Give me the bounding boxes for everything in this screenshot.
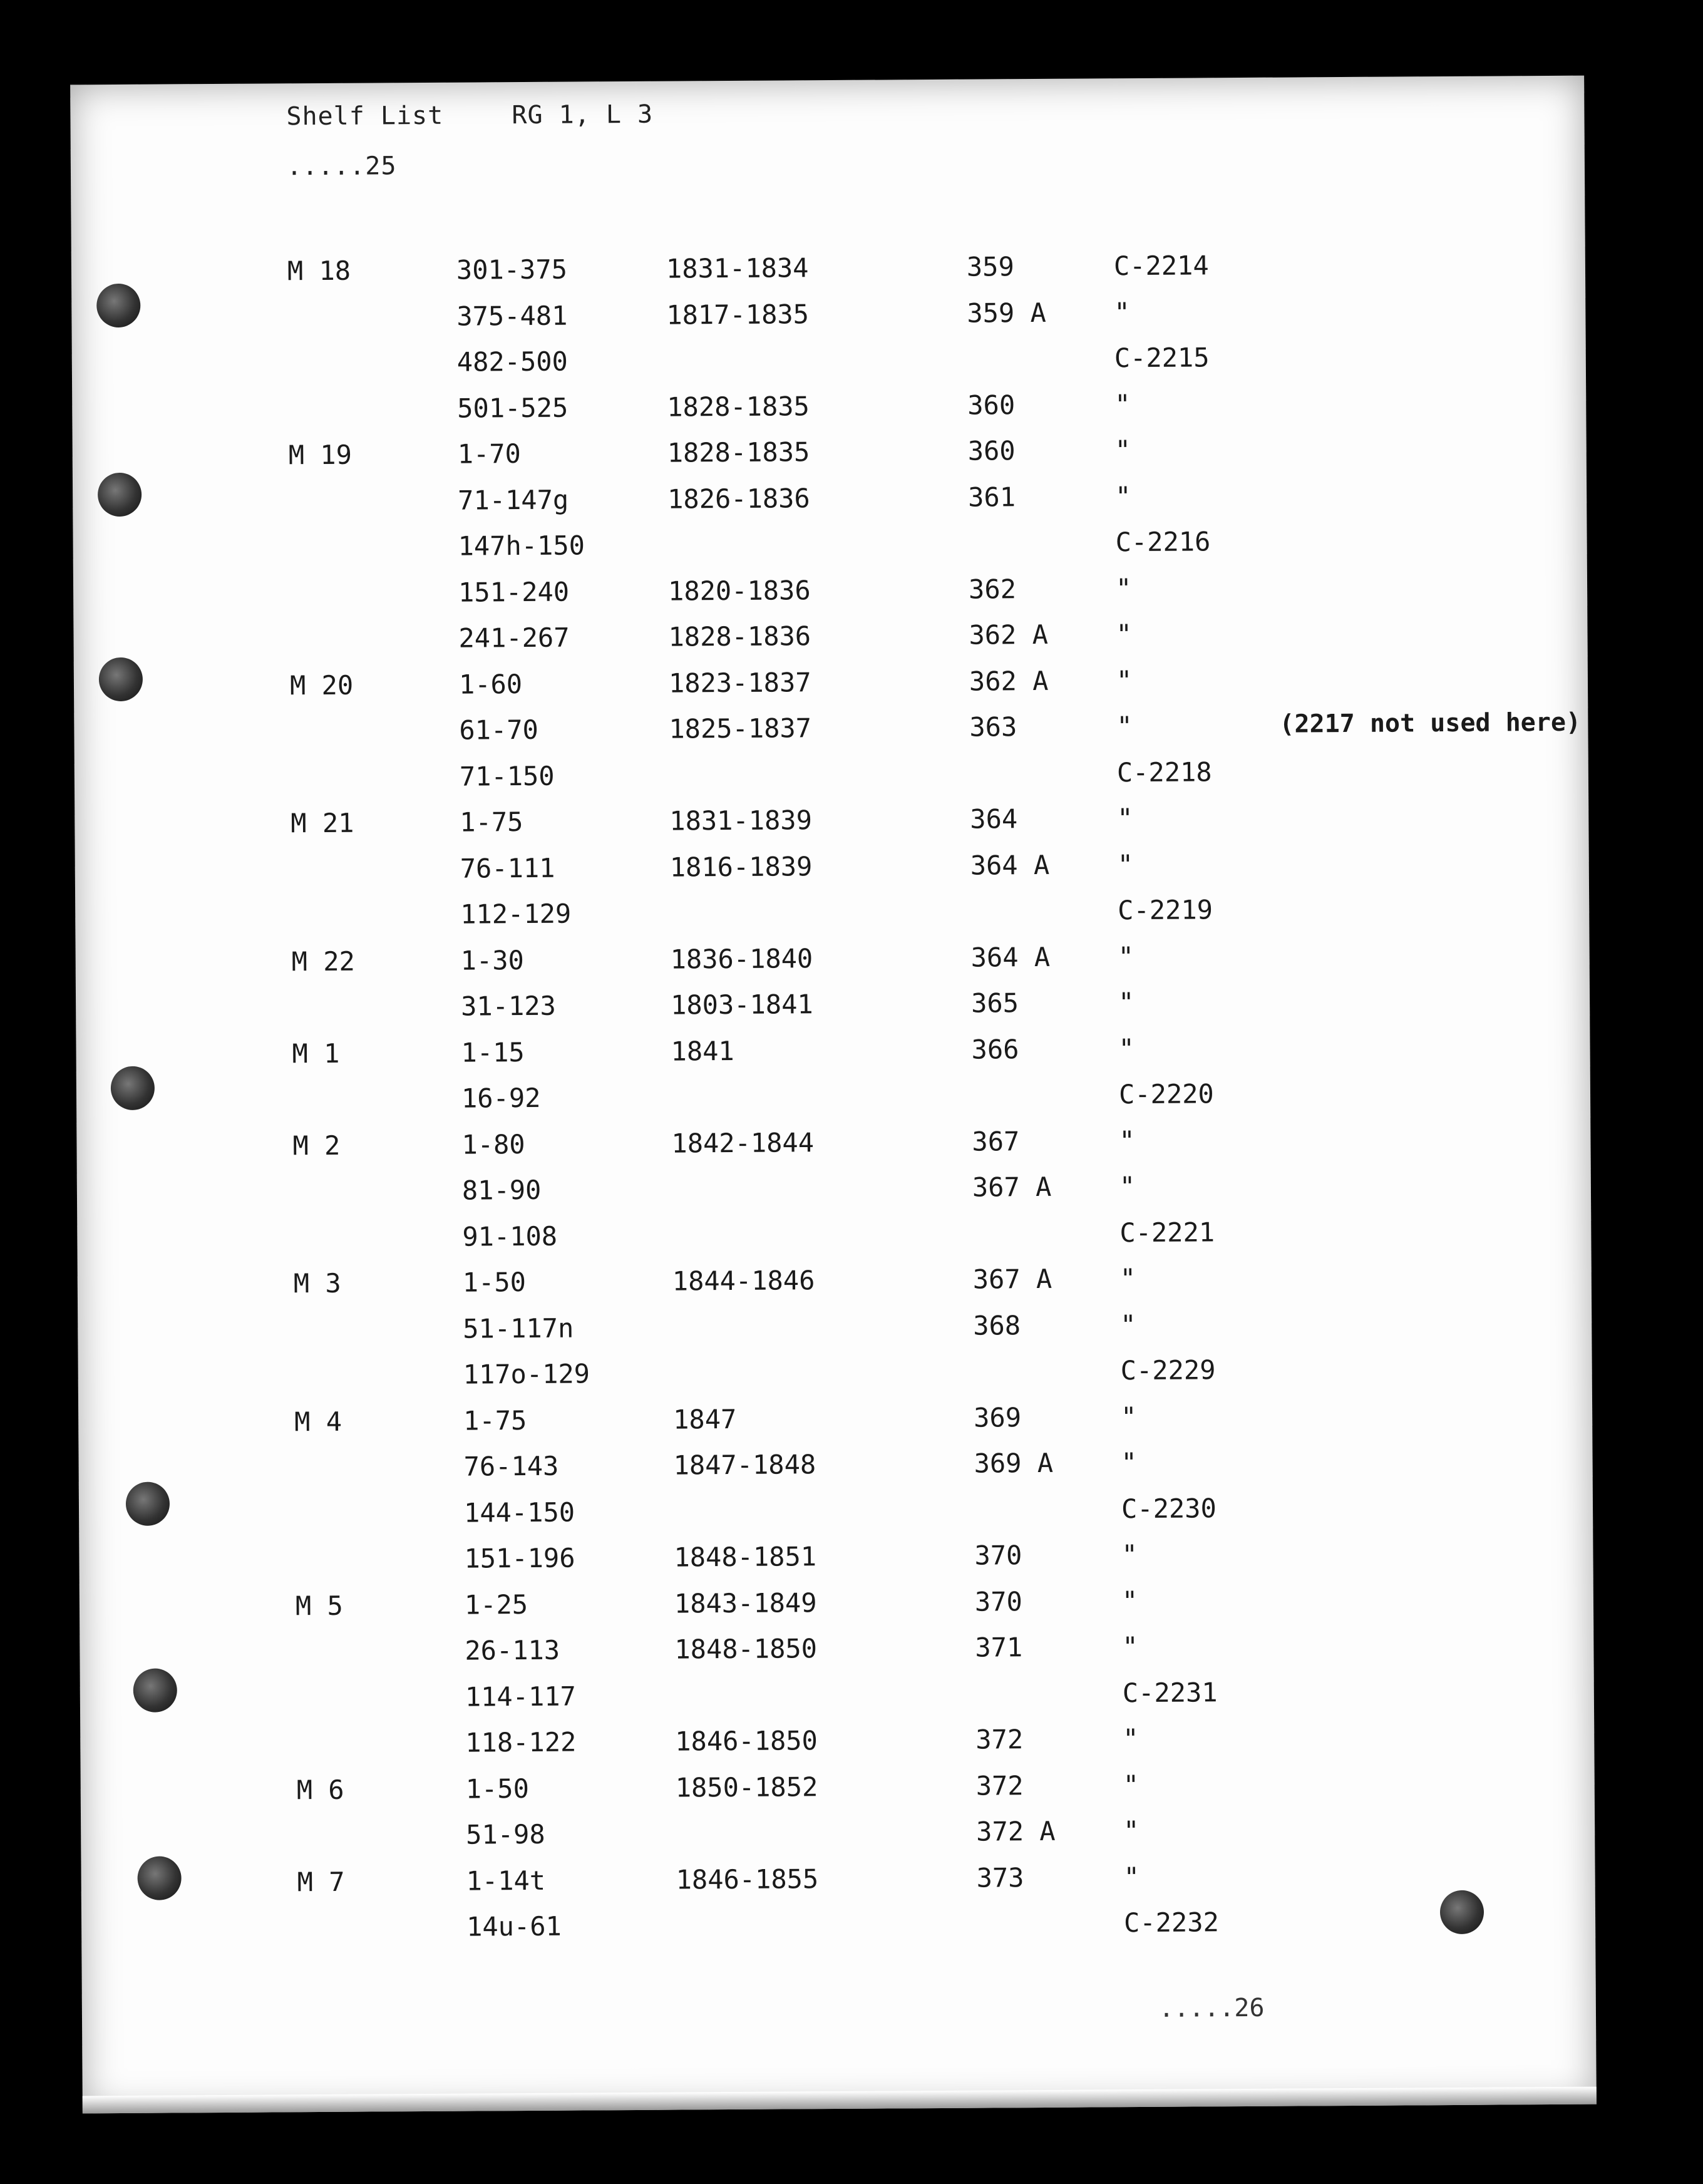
table-row: [72, 386, 1586, 433]
catalog-code: ": [1117, 848, 1134, 880]
catalog-code: ": [1118, 940, 1134, 972]
date-range: 1843-1849: [674, 1587, 817, 1619]
catalog-code: ": [1122, 1631, 1138, 1662]
item-range: 76-143: [463, 1450, 559, 1482]
item-range: 117o-129: [463, 1358, 590, 1390]
item-range: 71-147g: [458, 484, 569, 516]
item-range: 51-117n: [463, 1312, 574, 1344]
catalog-code: ": [1117, 803, 1133, 834]
table-row: [73, 478, 1587, 525]
shelf-list-title: Shelf List: [286, 101, 444, 131]
catalog-code: C-2231: [1122, 1676, 1218, 1708]
microfilm-number: M 5: [295, 1590, 343, 1621]
catalog-code: ": [1119, 1263, 1136, 1294]
microfilm-number: M 6: [296, 1774, 344, 1805]
table-row: [78, 1445, 1592, 1491]
catalog-code: ": [1115, 480, 1131, 512]
item-range: 1-75: [460, 806, 523, 838]
item-range: 1-70: [457, 438, 522, 470]
catalog-code: ": [1118, 1033, 1135, 1064]
box-number: 368: [973, 1309, 1021, 1341]
date-range: 1848-1851: [674, 1541, 817, 1573]
date-range: 1816-1839: [669, 850, 813, 883]
catalog-code: ": [1114, 435, 1131, 466]
microfilm-number: M 22: [291, 945, 355, 977]
table-row: [74, 708, 1588, 755]
catalog-code: ": [1119, 1171, 1136, 1202]
item-range: 16-92: [461, 1082, 541, 1114]
item-range: 1-50: [465, 1773, 530, 1805]
box-number: 369 A: [974, 1447, 1054, 1479]
item-range: 61-70: [459, 714, 539, 746]
table-row: [77, 1214, 1591, 1261]
table-row: [73, 616, 1587, 663]
item-range: 118-122: [465, 1726, 577, 1758]
date-range: 1825-1837: [669, 713, 812, 744]
item-range: 76-111: [460, 852, 555, 884]
date-range: 1817-1835: [666, 298, 810, 331]
box-number: 366: [971, 1033, 1019, 1065]
box-number: 365: [970, 987, 1019, 1019]
box-number: 369: [974, 1401, 1022, 1433]
item-range: 501-525: [457, 392, 569, 424]
box-number: 362: [968, 573, 1017, 605]
box-number: 362 A: [969, 665, 1049, 697]
item-range: 91-108: [462, 1220, 558, 1252]
item-range: 1-80: [461, 1128, 525, 1160]
table-row: [78, 1306, 1592, 1353]
catalog-code: ": [1121, 1447, 1138, 1478]
item-range: 301-375: [456, 254, 568, 286]
date-range: 1847-1848: [673, 1449, 816, 1481]
item-range: 375-481: [456, 300, 568, 332]
item-range: 1-14t: [466, 1865, 546, 1897]
date-range: 1828-1835: [667, 390, 810, 423]
table-row: [80, 1721, 1594, 1768]
table-row: [80, 1674, 1594, 1721]
catalog-code: ": [1120, 1309, 1136, 1340]
item-range: 151-196: [464, 1542, 575, 1574]
date-range: 1848-1850: [674, 1633, 818, 1665]
item-range: 151-240: [458, 576, 570, 608]
box-number: 359: [966, 251, 1014, 282]
microfilm-number: M 3: [293, 1267, 341, 1299]
table-row: [75, 846, 1589, 893]
catalog-code: C-2215: [1114, 342, 1210, 374]
box-number: 364: [970, 803, 1018, 835]
microfilm-number: M 20: [289, 669, 354, 701]
item-range: 241-267: [458, 622, 570, 654]
microfilm-number: M 7: [297, 1866, 345, 1897]
record-group-reference: RG 1, L 3: [512, 100, 654, 130]
table-row: [80, 1582, 1593, 1629]
table-row: [71, 294, 1585, 341]
box-number: 364 A: [970, 849, 1050, 881]
date-range: 1847: [673, 1403, 737, 1435]
table-row: [81, 1813, 1595, 1860]
item-range: 112-129: [460, 898, 572, 930]
microfilm-number: M 4: [294, 1406, 342, 1437]
table-row: [76, 1030, 1590, 1077]
date-range: 1842-1844: [671, 1126, 815, 1159]
catalog-code: ": [1123, 1723, 1139, 1754]
date-range: 1841: [671, 1035, 734, 1067]
table-row: [79, 1537, 1593, 1584]
table-row: [74, 662, 1588, 709]
catalog-code: ": [1116, 664, 1133, 696]
item-range: 31-123: [460, 990, 556, 1022]
table-row: [81, 1858, 1595, 1905]
item-range: 81-90: [461, 1174, 542, 1206]
box-number: 360: [967, 389, 1016, 421]
table-row: [81, 1766, 1595, 1813]
catalog-code: ": [1121, 1401, 1137, 1432]
continued-to-marker: .....26: [1158, 1993, 1265, 2023]
table-row: [76, 1076, 1590, 1123]
microfilm-number: M 19: [288, 439, 352, 471]
date-range: 1826-1836: [667, 482, 810, 515]
item-range: 144-150: [463, 1496, 575, 1528]
date-range: 1803-1841: [670, 989, 813, 1021]
date-range: 1844-1846: [672, 1265, 815, 1297]
table-row: [73, 432, 1587, 479]
catalog-code: C-2220: [1118, 1078, 1214, 1110]
item-range: 482-500: [456, 346, 569, 378]
date-range: 1823-1837: [668, 666, 811, 699]
document-page: [70, 76, 1597, 2114]
box-number: 360: [967, 435, 1016, 466]
box-number: 361: [968, 481, 1016, 513]
table-row: [73, 570, 1587, 617]
date-range: 1836-1840: [670, 942, 813, 975]
table-row: [75, 892, 1589, 939]
table-row: [79, 1490, 1593, 1537]
date-range: 1846-1850: [675, 1725, 818, 1757]
box-number: 372: [975, 1724, 1024, 1755]
table-row: [76, 984, 1590, 1031]
microfilm-number: M 2: [292, 1130, 341, 1161]
box-number: 359 A: [967, 297, 1046, 329]
item-range: 1-60: [458, 668, 523, 700]
box-number: 370: [974, 1585, 1022, 1617]
box-number: 373: [976, 1862, 1024, 1893]
catalog-code: ": [1116, 711, 1133, 742]
table-row: [73, 524, 1587, 571]
microfilm-number: M 1: [292, 1038, 340, 1069]
table-row: [77, 1168, 1591, 1215]
date-range: 1831-1834: [666, 252, 809, 284]
catalog-code: ": [1123, 1861, 1140, 1892]
item-range: 14u-61: [466, 1910, 562, 1942]
microfilm-number: M 21: [291, 807, 354, 839]
table-row: [76, 1122, 1590, 1169]
table-row: [78, 1260, 1592, 1307]
catalog-code: C-2216: [1115, 526, 1211, 558]
catalog-code: C-2230: [1121, 1492, 1217, 1524]
catalog-code: ": [1118, 987, 1134, 1018]
item-range: 1-30: [460, 944, 524, 976]
box-number: 372: [975, 1769, 1024, 1801]
catalog-code: C-2232: [1123, 1907, 1219, 1939]
box-number: 371: [975, 1632, 1023, 1663]
date-range: 1850-1852: [675, 1771, 818, 1803]
table-row: [75, 800, 1588, 847]
row-note: (2217 not used here): [1279, 708, 1582, 739]
box-number: 372 A: [976, 1815, 1056, 1847]
item-range: 1-25: [464, 1589, 528, 1620]
table-row: [75, 754, 1588, 801]
date-range: 1820-1836: [667, 574, 811, 607]
item-range: 1-50: [462, 1267, 527, 1298]
item-range: 1-75: [463, 1404, 527, 1436]
table-row: [81, 1905, 1595, 1952]
date-range: 1828-1836: [668, 621, 811, 652]
date-range: 1828-1835: [667, 436, 810, 468]
box-number: 367: [972, 1125, 1020, 1157]
catalog-code: C-2221: [1119, 1216, 1215, 1248]
item-range: 147h-150: [458, 530, 585, 562]
item-range: 71-150: [459, 760, 555, 792]
catalog-code: ": [1115, 572, 1132, 604]
catalog-code: ": [1121, 1585, 1138, 1616]
box-number: 367 A: [972, 1263, 1052, 1295]
microfilm-number: M 18: [287, 255, 351, 287]
table-row: [71, 248, 1585, 295]
catalog-code: ": [1123, 1815, 1140, 1847]
item-range: 26-113: [465, 1634, 560, 1666]
catalog-code: ": [1116, 619, 1132, 650]
catalog-code: ": [1114, 296, 1130, 327]
item-range: 51-98: [466, 1818, 545, 1850]
table-row: [72, 340, 1586, 387]
box-number: 363: [969, 711, 1017, 743]
catalog-code: C-2219: [1118, 894, 1213, 926]
catalog-code: C-2229: [1120, 1354, 1216, 1386]
item-range: 1-15: [461, 1036, 525, 1068]
catalog-code: ": [1119, 1125, 1135, 1156]
catalog-code: C-2214: [1113, 250, 1209, 282]
box-number: 364 A: [970, 941, 1051, 973]
table-row: [78, 1398, 1592, 1445]
date-range: 1831-1839: [669, 805, 813, 837]
catalog-code: ": [1123, 1769, 1140, 1800]
box-number: 367 A: [972, 1171, 1052, 1203]
box-number: 362 A: [969, 619, 1049, 651]
catalog-code: ": [1114, 388, 1131, 420]
date-range: 1846-1855: [676, 1863, 819, 1895]
catalog-code: C-2218: [1116, 756, 1212, 788]
table-row: [76, 938, 1590, 985]
catalog-code: ": [1121, 1539, 1138, 1570]
box-number: 370: [974, 1540, 1022, 1571]
item-range: 114-117: [465, 1681, 577, 1713]
table-row: [80, 1629, 1593, 1676]
continued-from-marker: .....25: [286, 152, 397, 182]
table-row: [78, 1352, 1592, 1399]
